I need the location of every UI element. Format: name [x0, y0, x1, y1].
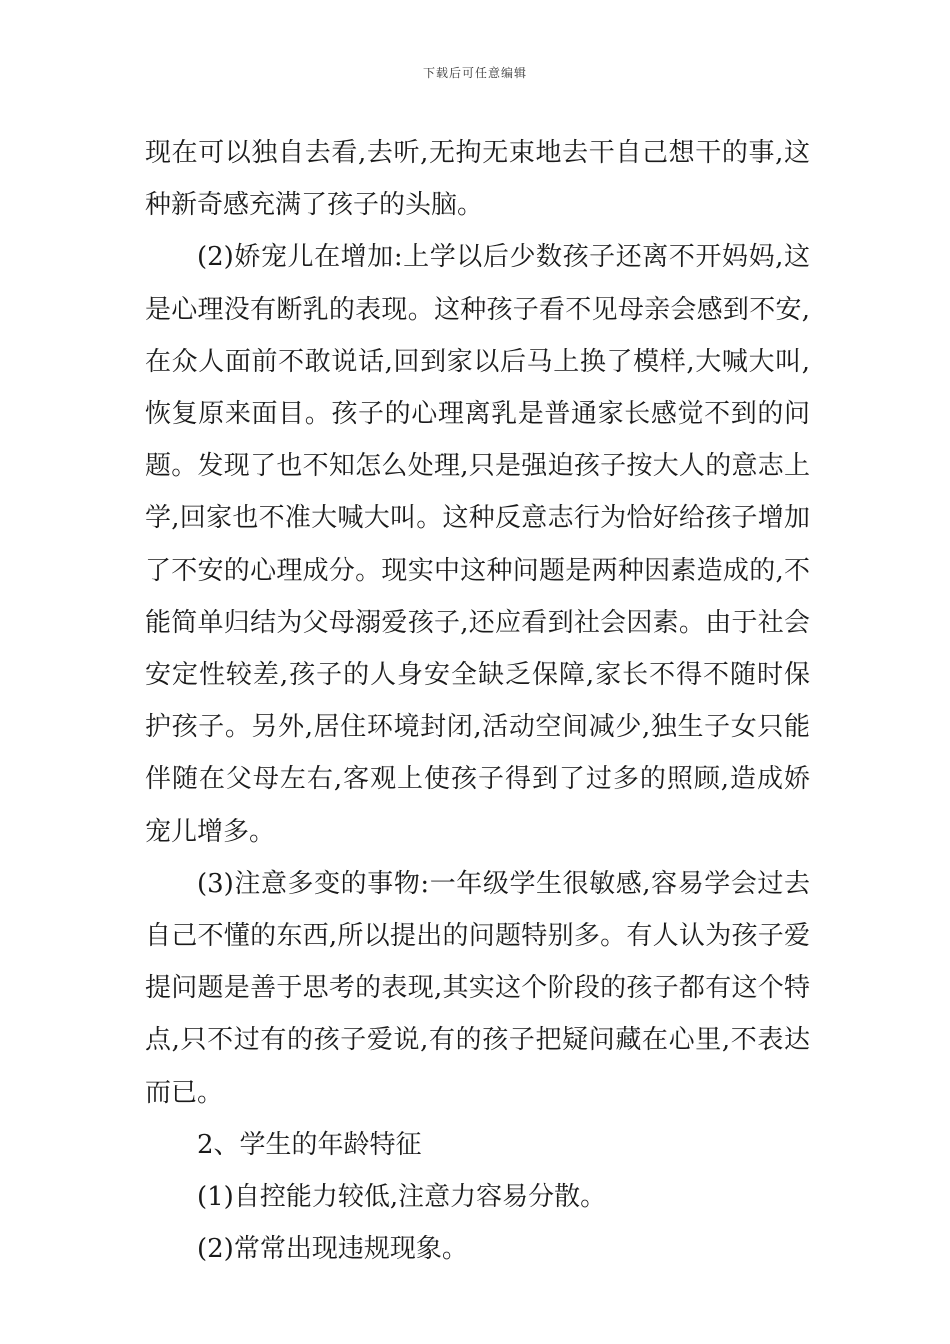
list-item-violations: (2)常常出现违规现象。 [197, 1234, 468, 1265]
paragraph-item-3: (3)注意多变的事物:一年级学生很敏感,容易学会过去自己不懂的东西,所以提出的问题特别多。有人认为孩子爱提问题是善于思考的表现,其实这个阶段的孩子都有这个特点,只不过有的孩子爱说,有的孩子把疑问藏在心里,不表达而已。 [145, 868, 810, 1108]
page-header: 下载后可任意编辑 [422, 66, 527, 80]
paragraph-continuation: 现在可以独自去看,去听,无拘无束地去干自己想干的事,这种新奇感充满了孩子的头脑。 [145, 138, 810, 221]
list-item-self-control: (1)自控能力较低,注意力容易分散。 [197, 1182, 607, 1213]
document-body [145, 127, 810, 1275]
section-heading-age-traits: 2、学生的年龄特征 [197, 1129, 422, 1160]
paragraph-item-2: (2)娇宠儿在增加:上学以后少数孩子还离不开妈妈,这是心理没有断乳的表现。这种孩子看不见母亲会感到不安,在众人面前不敢说话,回到家以后马上换了模样,大喊大叫,恢复原来面目。孩子的心理离乳是普通家长感觉不到的问题。发现了也不知怎么处理,只是强迫孩子按大人的意志上学,回家也不准大喊大叫。这种反意志行为恰好给孩子增加了不安的心理成分。现实中这种问题是两种因素造成的,不能简单归结为父母溺爱孩子,还应看到社会因素。由于社会安定性较差,孩子的人身安全缺乏保障,家长不得不随时保护孩子。另外,居住环境封闭,活动空间减少,独生子女只能伴随在父母左右,客观上使孩子得到了过多的照顾,造成娇宠儿增多。 [145, 242, 810, 847]
